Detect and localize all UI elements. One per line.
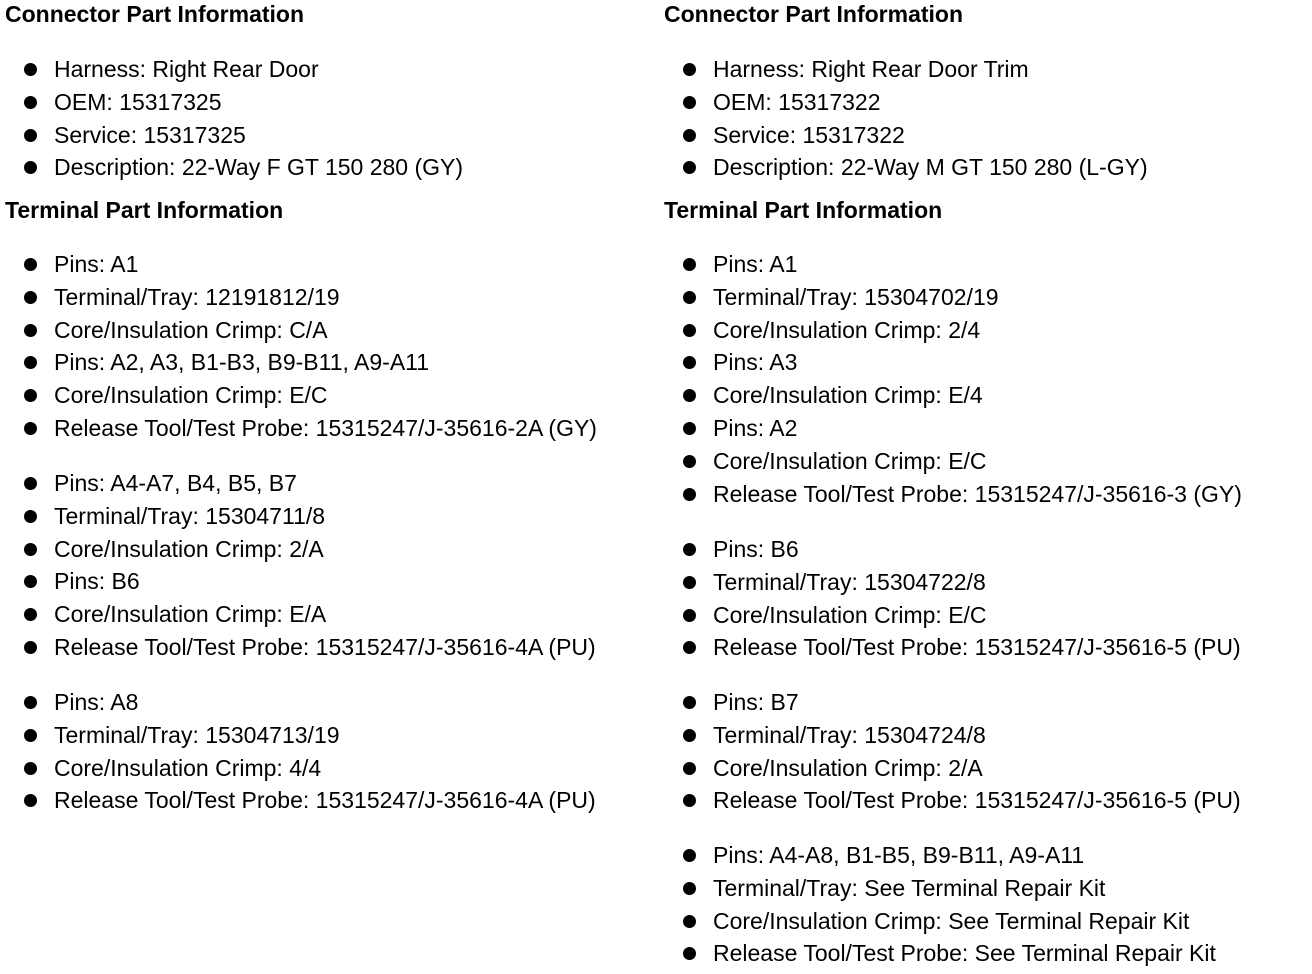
bullet-icon bbox=[24, 422, 37, 435]
item-text: Release Tool/Test Probe: 15315247/J-35616-3 (GY) bbox=[713, 480, 1242, 507]
list-item bbox=[664, 478, 1242, 511]
item-text: Pins: A4-A8, B1-B5, B9-B11, A9-A11 bbox=[713, 842, 1085, 868]
bullet-icon bbox=[24, 161, 37, 174]
bullet-icon bbox=[683, 258, 696, 271]
list-item bbox=[664, 752, 1241, 785]
bullet-icon bbox=[24, 356, 37, 369]
item-text: Description: 22-Way F GT 150 280 (GY) bbox=[54, 154, 464, 181]
item-text: Core/Insulation Crimp: See Terminal Repair Kit bbox=[713, 907, 1190, 934]
bullet-icon bbox=[24, 641, 37, 654]
bullet-icon bbox=[683, 762, 696, 775]
item-text: Harness: Right Rear Door Trim bbox=[713, 56, 1029, 82]
list-item bbox=[664, 905, 1216, 938]
list-item bbox=[664, 445, 1242, 478]
item-text: Pins: A1 bbox=[713, 251, 798, 277]
item-text: Release Tool/Test Probe: 15315247/J-35616-4A (PU) bbox=[54, 787, 596, 814]
item-text: Terminal/Tray: 15304711/8 bbox=[54, 502, 326, 529]
item-text: Terminal/Tray: 12191812/19 bbox=[54, 283, 340, 310]
list-item bbox=[664, 119, 1148, 152]
list-item bbox=[664, 53, 1148, 86]
item-text: Harness: Right Rear Door bbox=[54, 56, 319, 82]
bullet-icon bbox=[24, 477, 37, 490]
bullet-icon bbox=[683, 641, 696, 654]
bullet-icon bbox=[683, 882, 696, 895]
list-item bbox=[5, 412, 597, 445]
bullet-icon bbox=[683, 915, 696, 928]
item-text: Pins: B6 bbox=[54, 568, 140, 595]
list-item bbox=[664, 379, 1242, 412]
item-text: Core/Insulation Crimp: E/C bbox=[54, 382, 328, 409]
terminal-group bbox=[5, 686, 596, 817]
list-item bbox=[664, 784, 1241, 817]
list-item bbox=[5, 151, 463, 184]
bullet-icon bbox=[683, 729, 696, 742]
list-item bbox=[5, 631, 596, 664]
item-text: Pins: A2, A3, B1-B3, B9-B11, A9-A11 bbox=[54, 349, 430, 376]
connector-heading: Connector Part Information bbox=[664, 1, 964, 27]
bullet-icon bbox=[683, 947, 696, 960]
list-item bbox=[5, 719, 596, 752]
list-item bbox=[664, 248, 1242, 281]
item-text: Terminal/Tray: 15304722/8 bbox=[713, 568, 986, 595]
list-item bbox=[5, 533, 596, 566]
bullet-icon bbox=[683, 324, 696, 337]
bullet-icon bbox=[24, 696, 37, 709]
connector-heading: Connector Part Information bbox=[5, 1, 305, 27]
bullet-icon bbox=[24, 608, 37, 621]
terminal-group bbox=[664, 686, 1241, 817]
bullet-icon bbox=[683, 291, 696, 304]
bullet-icon bbox=[683, 356, 696, 369]
list-item bbox=[5, 86, 463, 119]
bullet-icon bbox=[24, 389, 37, 402]
list-item bbox=[5, 467, 596, 500]
list-item bbox=[664, 533, 1241, 566]
item-text: Description: 22-Way M GT 150 280 (L-GY) bbox=[713, 154, 1148, 181]
item-text: Terminal/Tray: See Terminal Repair Kit bbox=[713, 874, 1106, 901]
list-item bbox=[664, 631, 1241, 664]
bullet-icon bbox=[683, 849, 696, 862]
list-item bbox=[5, 346, 597, 379]
bullet-icon bbox=[683, 422, 696, 435]
list-item bbox=[664, 719, 1241, 752]
item-text: Service: 15317322 bbox=[713, 121, 905, 148]
list-item bbox=[5, 119, 463, 152]
bullet-icon bbox=[24, 258, 37, 271]
bullet-icon bbox=[24, 96, 37, 109]
list-item bbox=[664, 151, 1148, 184]
bullet-icon bbox=[683, 696, 696, 709]
list-item bbox=[5, 248, 597, 281]
bullet-icon bbox=[24, 324, 37, 337]
item-text: Core/Insulation Crimp: 2/4 bbox=[713, 316, 981, 343]
list-item bbox=[5, 784, 596, 817]
list-item bbox=[664, 314, 1242, 347]
list-item bbox=[664, 686, 1241, 719]
list-item bbox=[664, 346, 1242, 379]
bullet-icon bbox=[24, 575, 37, 588]
item-text: Core/Insulation Crimp: 2/A bbox=[713, 754, 983, 781]
bullet-icon bbox=[24, 129, 37, 142]
item-text: Release Tool/Test Probe: 15315247/J-35616-5 (PU) bbox=[713, 787, 1241, 814]
list-item bbox=[5, 379, 597, 412]
list-item bbox=[5, 500, 596, 533]
item-text: Pins: A8 bbox=[54, 689, 139, 715]
item-text: Service: 15317325 bbox=[54, 121, 246, 148]
item-text: OEM: 15317322 bbox=[713, 88, 881, 115]
bullet-icon bbox=[24, 63, 37, 76]
item-text: Terminal/Tray: 15304724/8 bbox=[713, 721, 986, 748]
list-item bbox=[664, 599, 1241, 632]
item-text: Core/Insulation Crimp: E/A bbox=[54, 601, 327, 628]
bullet-icon bbox=[683, 389, 696, 402]
bullet-icon bbox=[24, 794, 37, 807]
bullet-icon bbox=[683, 63, 696, 76]
bullet-icon bbox=[683, 455, 696, 468]
list-item bbox=[5, 281, 597, 314]
bullet-icon bbox=[683, 488, 696, 501]
list-item bbox=[5, 598, 596, 631]
list-item bbox=[664, 281, 1242, 314]
bullet-icon bbox=[683, 543, 696, 556]
item-text: Core/Insulation Crimp: 2/A bbox=[54, 535, 324, 562]
bullet-icon bbox=[683, 161, 696, 174]
item-text: Core/Insulation Crimp: E/C bbox=[713, 601, 987, 628]
connector-list bbox=[664, 53, 1148, 184]
item-text: Release Tool/Test Probe: 15315247/J-35616-4A (PU) bbox=[54, 633, 596, 660]
item-text: Release Tool/Test Probe: 15315247/J-35616-5 (PU) bbox=[713, 634, 1241, 661]
bullet-icon bbox=[24, 729, 37, 742]
item-text: Core/Insulation Crimp: 4/4 bbox=[54, 754, 322, 781]
item-text: Pins: B6 bbox=[713, 536, 799, 562]
connector-list bbox=[5, 53, 463, 184]
terminal-group bbox=[664, 533, 1241, 664]
item-text: Terminal/Tray: 15304713/19 bbox=[54, 721, 340, 748]
terminal-heading: Terminal Part Information bbox=[5, 197, 284, 223]
item-text: Core/Insulation Crimp: C/A bbox=[54, 316, 328, 343]
bullet-icon bbox=[683, 609, 696, 622]
item-text: Pins: B7 bbox=[713, 689, 799, 715]
terminal-heading: Terminal Part Information bbox=[664, 197, 943, 223]
item-text: Pins: A4-A7, B4, B5, B7 bbox=[54, 470, 297, 496]
list-item bbox=[664, 412, 1242, 445]
bullet-icon bbox=[24, 543, 37, 556]
list-item bbox=[664, 839, 1216, 872]
list-item bbox=[664, 86, 1148, 119]
terminal-group bbox=[664, 248, 1242, 510]
bullet-icon bbox=[24, 762, 37, 775]
bullet-icon bbox=[683, 129, 696, 142]
list-item bbox=[5, 565, 596, 598]
terminal-group bbox=[5, 467, 596, 664]
list-item bbox=[5, 53, 463, 86]
bullet-icon bbox=[24, 291, 37, 304]
item-text: Core/Insulation Crimp: E/C bbox=[713, 447, 987, 474]
bullet-icon bbox=[24, 510, 37, 523]
list-item bbox=[664, 566, 1241, 599]
item-text: Pins: A3 bbox=[713, 349, 798, 376]
item-text: OEM: 15317325 bbox=[54, 88, 222, 115]
bullet-icon bbox=[683, 794, 696, 807]
item-text: Pins: A1 bbox=[54, 251, 139, 277]
item-text: Release Tool/Test Probe: See Terminal Repair Kit bbox=[713, 940, 1216, 967]
list-item bbox=[664, 937, 1216, 970]
item-text: Release Tool/Test Probe: 15315247/J-35616-2A (GY) bbox=[54, 414, 597, 441]
list-item bbox=[5, 686, 596, 719]
item-text: Terminal/Tray: 15304702/19 bbox=[713, 283, 999, 310]
terminal-group bbox=[5, 248, 597, 445]
item-text: Core/Insulation Crimp: E/4 bbox=[713, 382, 983, 409]
list-item bbox=[664, 872, 1216, 905]
bullet-icon bbox=[683, 96, 696, 109]
list-item bbox=[5, 752, 596, 785]
list-item bbox=[5, 314, 597, 347]
terminal-group bbox=[664, 839, 1216, 970]
bullet-icon bbox=[683, 576, 696, 589]
item-text: Pins: A2 bbox=[713, 414, 798, 441]
